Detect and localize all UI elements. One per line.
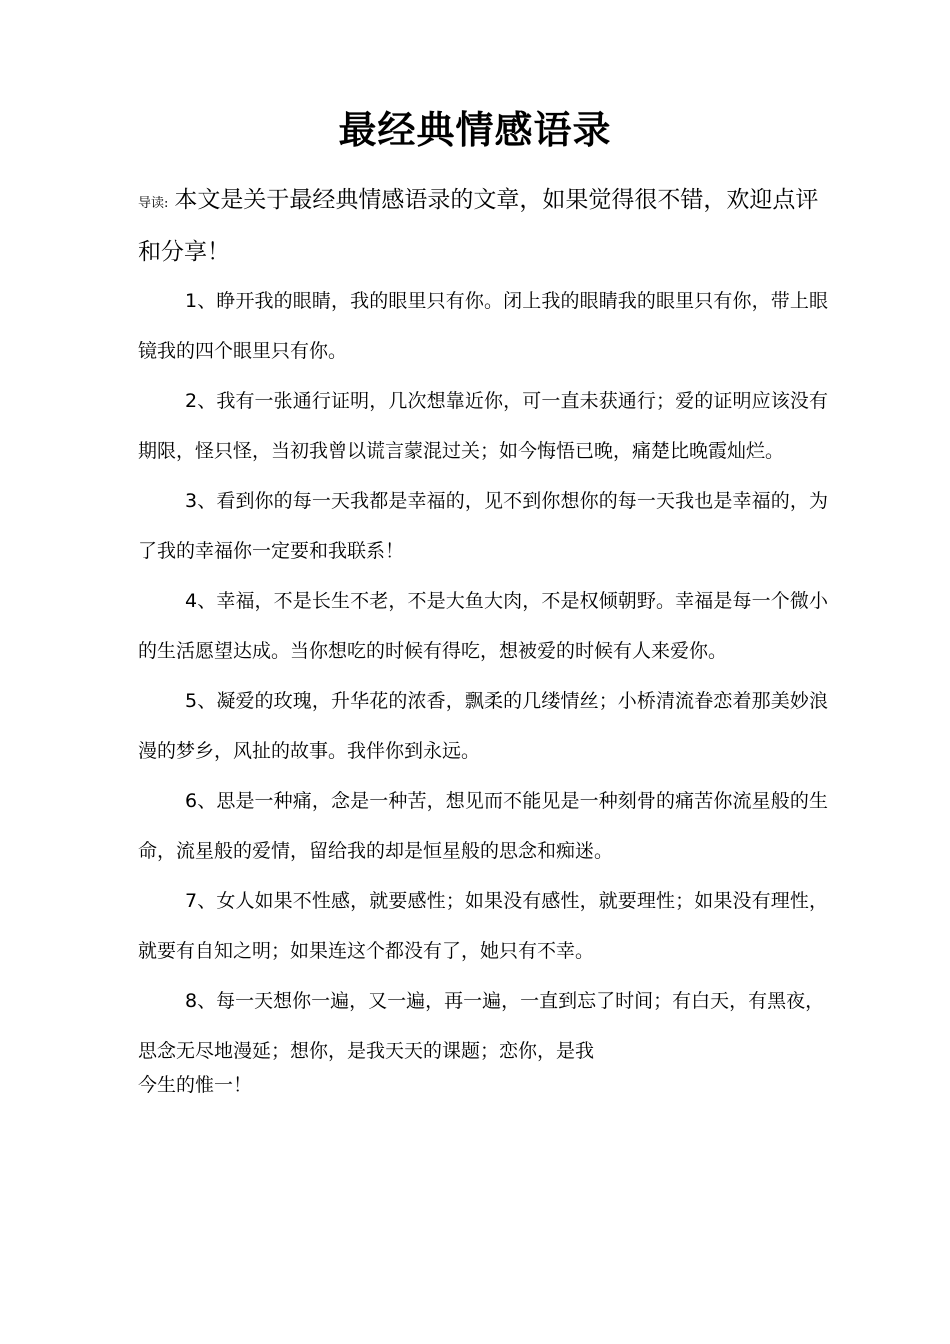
quote-item-8-tail: 今生的惟一！ bbox=[138, 1074, 253, 1096]
intro-paragraph bbox=[138, 176, 828, 276]
quote-list bbox=[138, 276, 828, 1098]
quote-item-2: 2、我有一张通行证明，几次想靠近你，可一直未获通行；爱的证明应该没有期限，怪只怪，当初我曾以谎言蒙混过关；如今悔悟已晚，痛楚比晚霞灿烂。 bbox=[138, 390, 828, 462]
quote-item-7: 7、女人如果不性感，就要感性；如果没有感性，就要理性；如果没有理性，就要有自知之明；如果连这个都没有了，她只有不幸。 bbox=[138, 890, 828, 962]
quote-item-1: 1、睁开我的眼睛，我的眼里只有你。闭上我的眼睛我的眼里只有你，带上眼镜我的四个眼里只有你。 bbox=[138, 290, 828, 362]
document-title: 最经典情感语录 bbox=[338, 108, 612, 152]
quote-item-8 bbox=[138, 976, 828, 1098]
quote-item-5: 5、凝爱的玫瑰，升华花的浓香，飘柔的几缕情丝；小桥清流眷恋着那美妙浪漫的梦乡，风扯的故事。我伴你到永远。 bbox=[138, 690, 828, 762]
intro-label: 导读: bbox=[138, 196, 169, 211]
quote-item-8-main: 8、每一天想你一遍，又一遍，再一遍，一直到忘了时间；有白天，有黑夜，思念无尽地漫延；想你，是我天天的课题；恋你，是我 bbox=[138, 990, 825, 1062]
quote-item-6: 6、思是一种痛，念是一种苦，想见而不能见是一种刻骨的痛苦你流星般的生命，流星般的爱情，留给我的却是恒星般的思念和痴迷。 bbox=[138, 790, 828, 862]
quote-item-3: 3、看到你的每一天我都是幸福的，见不到你想你的每一天我也是幸福的，为了我的幸福你一定要和我联系！ bbox=[138, 490, 828, 562]
quote-item-4: 4、幸福，不是长生不老，不是大鱼大肉，不是权倾朝野。幸福是每一个微小的生活愿望达成。当你想吃的时候有得吃，想被爱的时候有人来爱你。 bbox=[138, 590, 828, 662]
intro-text: 本文是关于最经典情感语录的文章，如果觉得很不错，欢迎点评和分享！ bbox=[138, 187, 819, 265]
